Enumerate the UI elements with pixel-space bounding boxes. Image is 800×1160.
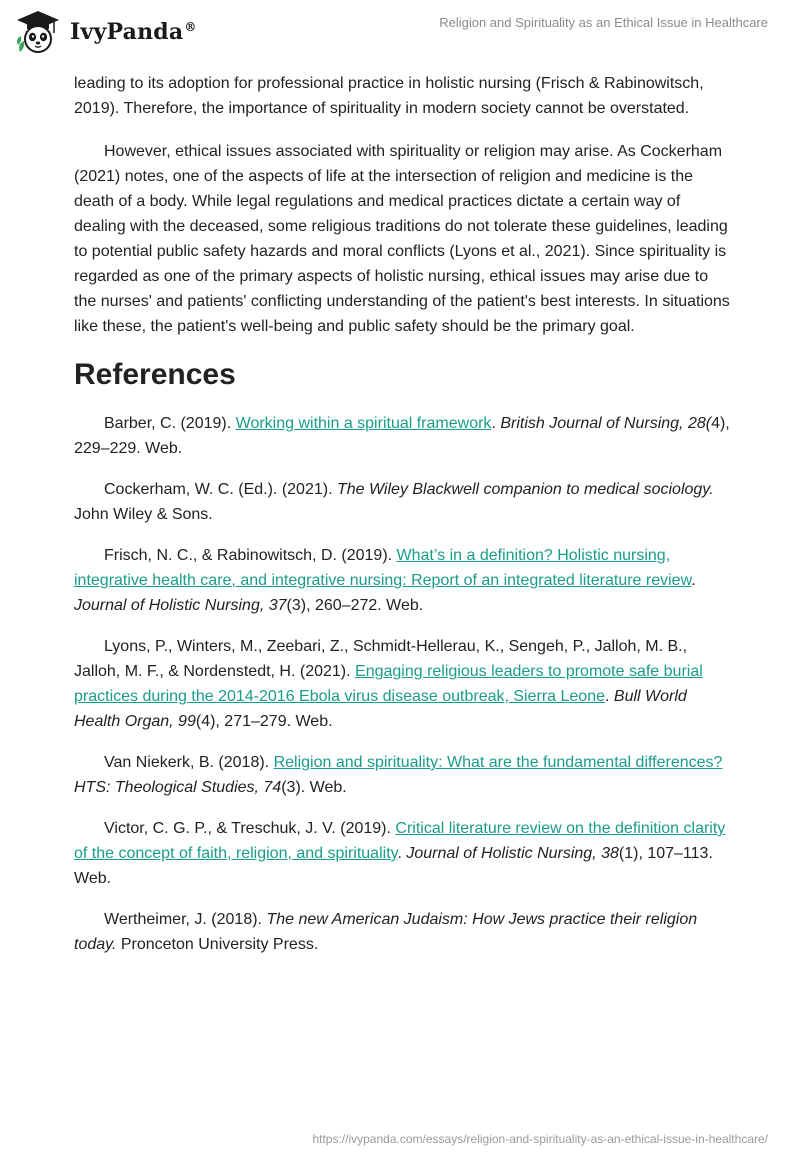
reference-journal: Journal of Holistic Nursing, 37 <box>74 597 287 614</box>
reference-title: The new American Judaism: How Jews practice their religion today. <box>74 911 698 953</box>
reference-authors: Lyons, P., Winters, M., Zeebari, Z., Schmidt-Hellerau, K., Sengeh, P., Jalloh, M. B., Jalloh, M. F., & Nordenstedt, H. (2021). <box>74 638 688 680</box>
reference-punctuation: . <box>605 688 614 705</box>
page-header <box>0 0 800 62</box>
reference-item <box>74 816 734 891</box>
reference-link[interactable]: What’s in a definition? Holistic nursing, integrative health care, and integrative nursing: Report of an integrated literature review <box>74 547 692 589</box>
document-title: Religion and Spirituality as an Ethical Issue in Healthcare <box>439 15 768 30</box>
reference-link[interactable]: Critical literature review on the definition clarity of the concept of faith, religion, and spirituality <box>74 820 726 862</box>
reference-item <box>74 634 734 734</box>
reference-punctuation: . <box>397 845 407 862</box>
reference-authors: Frisch, N. C., & Rabinowitsch, D. (2019). <box>104 547 397 564</box>
reference-details: Pronceton University Press. <box>116 936 319 953</box>
reference-authors: Cockerham, W. C. (Ed.). (2021). <box>104 481 337 498</box>
reference-details: John Wiley & Sons. <box>74 506 213 523</box>
reference-journal: HTS: Theological Studies, 74 <box>74 779 282 796</box>
reference-item <box>74 411 734 461</box>
reference-details: (1), 107–113. Web. <box>74 845 713 887</box>
ivypanda-logo[interactable] <box>14 8 197 56</box>
panda-graduate-icon <box>14 8 62 56</box>
reference-authors: Wertheimer, J. (2018). <box>104 911 267 928</box>
reference-journal: Journal of Holistic Nursing, 38 <box>406 845 619 862</box>
reference-details: (3), 260–272. Web. <box>286 597 424 614</box>
reference-punctuation: . <box>491 415 501 432</box>
reference-item <box>74 543 734 618</box>
registered-mark: ® <box>184 19 197 34</box>
references-heading: References <box>74 358 236 391</box>
reference-journal: Bull World Health Organ, 99 <box>74 688 687 730</box>
reference-details: (4), 271–279. Web. <box>195 713 333 730</box>
reference-link[interactable]: Engaging religious leaders to promote safe burial practices during the 2014-2016 Ebola virus disease outbreak, Sierra Leone <box>74 663 703 705</box>
reference-link[interactable]: Religion and spirituality: What are the fundamental differences? <box>273 754 723 771</box>
source-url[interactable]: https://ivypanda.com/essays/religion-and-spirituality-as-an-ethical-issue-in-healthcare/ <box>312 1132 768 1146</box>
reference-authors: Van Niekerk, B. (2018). <box>104 754 274 771</box>
brand-name: IvyPanda® <box>70 19 197 45</box>
reference-punctuation: . <box>691 572 696 589</box>
reference-title: The Wiley Blackwell companion to medical sociology. <box>336 481 714 498</box>
reference-item <box>74 750 734 800</box>
reference-journal: British Journal of Nursing, 28( <box>500 415 712 432</box>
reference-item <box>74 477 734 527</box>
reference-details: 4), 229–229. Web. <box>74 415 730 457</box>
reference-details: (3). Web. <box>281 779 347 796</box>
body-paragraph-1: leading to its adoption for professional practice in holistic nursing (Frisch & Rabinowitsch, 2019). Therefore, the importance of spirituality in modern society cannot be overstated. <box>74 75 704 117</box>
reference-authors: Barber, C. (2019). <box>104 415 236 432</box>
reference-link[interactable]: Working within a spiritual framework <box>235 415 492 432</box>
reference-item <box>74 907 734 957</box>
essay-content <box>74 71 734 973</box>
reference-authors: Victor, C. G. P., & Treschuk, J. V. (2019). <box>104 820 396 837</box>
body-paragraph-2: However, ethical issues associated with spirituality or religion may arise. As Cockerham (2021) notes, one of the aspects of life at the intersection of religion and medicine is the death of a body. While legal regulations and medical practices dictate a certain way of dealing with the deceased, some religious traditions do not tolerate these guidelines, leading to potential public safety hazards and moral conflicts (Lyons et al., 2021). Since spirituality is regarded as one of the primary aspects of holistic nursing, ethical issues may arise due to the nurses' and patients' conflicting understanding of the patient's best interests. In situations like these, the patient's well-being and public safety should be the primary goal. <box>74 143 730 335</box>
